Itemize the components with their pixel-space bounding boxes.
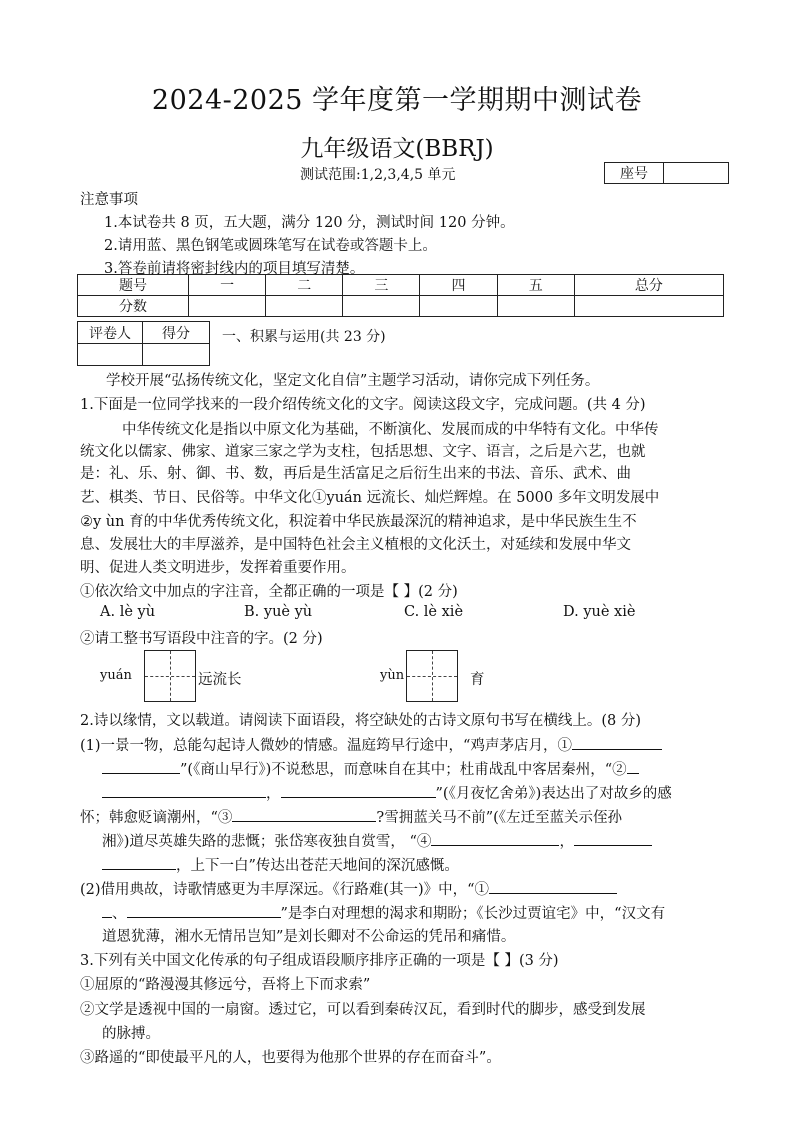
answer-blank[interactable] [102,901,112,918]
question-3-stem: 3.下列有关中国文化传承的句子组成语段顺序排序正确的一项是【 】(3 分) [80,953,559,969]
q2-text: 道恩犹薄，湘水无情吊岂知”是刘长卿对不公命运的凭吊和痛惜。 [102,929,516,945]
score-cell: 题号 [78,275,189,296]
option-b[interactable]: B. yuè yù [244,604,313,620]
score-cell: 总分 [574,275,723,296]
score-cell: 三 [343,275,420,296]
answer-blank[interactable] [431,829,559,846]
q2-line [102,853,459,875]
score-field[interactable] [189,296,266,317]
exam-title: 2024-2025 学年度第一学期期中测试卷 [151,85,643,116]
passage-line: ②y ùn 育的中华优秀传统文化，积淀着中华民族最深沉的精神追求，是中华民族生生不 [80,514,637,530]
option-c[interactable]: C. lè xiè [404,604,464,620]
section-title: 一、积累与运用(共 23 分) [222,329,386,345]
score-cell: 五 [497,275,574,296]
grader-score-field[interactable] [143,344,210,366]
answer-blank[interactable] [489,877,617,894]
passage-line: 艺、棋类、节日、民俗等。中华文化①yuán 远流长、灿烂辉煌。在 5000 多年文明发展中 [80,490,660,506]
q2-text: 、 [112,906,127,922]
option-a[interactable]: A. lè yù [100,604,156,620]
notice-heading: 注意事项 [80,192,138,208]
score-field[interactable] [574,296,723,317]
score-field[interactable] [266,296,343,317]
question-1-sub2: ②请工整书写语段中注音的字。(2 分) [80,631,323,647]
reviewer-field[interactable] [78,344,143,366]
q2-line [80,877,617,899]
score-field[interactable] [420,296,497,317]
q2-line [102,757,639,779]
answer-blank[interactable] [627,757,639,774]
writing-grid-box[interactable] [144,650,196,702]
grid-suffix: 远流长 [198,672,242,688]
passage-line: 统文化以儒家、佛家、道家三家之学为支柱，包括思想、文字、语言，之后是六艺，也就 [80,444,646,460]
writing-grid-box[interactable] [406,650,458,702]
answer-blank[interactable] [102,853,176,870]
seat-number-box [604,162,729,184]
q2-line [80,805,622,827]
q2-text: ”是李白对理想的渴求和期盼；《长沙过贾谊宅》中，“汉文有 [280,906,666,922]
seat-number-field[interactable] [664,163,729,184]
q3-item: ①屈原的“路漫漫其修远兮，吾将上下而求索” [80,977,371,993]
passage-line: 息、发展壮大的丰厚滋养，是中国特色社会主义植根的文化沃土，对延续和发展中华文 [80,537,631,553]
q2-line [80,733,662,755]
answer-blank[interactable] [102,757,180,774]
passage-line: 明、促进人类文明进步，发挥着重要作用。 [80,560,356,576]
q2-text: ， [559,834,574,850]
score-table-score-row [78,296,724,317]
q2-text: ，上下一白”传达出苍茫天地间的深沉感慨。 [176,858,459,874]
q2-text: ”(《商山早行》)不说愁思，而意味自在其中；杜甫战乱中客居秦州，“② [180,762,627,778]
score-cell: 一 [189,275,266,296]
q2-text: (2)借用典故，诗歌情感更为丰厚深远。《行路难(其一)》中，“① [80,882,490,898]
grid-suffix: 育 [470,672,485,688]
score-table-header-row [78,275,724,296]
q2-text: ， [266,786,281,802]
answer-blank[interactable] [281,781,436,798]
question-2-stem: 2.诗以缘情，文以载道。请阅读下面语段，将空缺处的古诗文原句书写在横线上。(8 分) [80,713,641,729]
score-table [77,274,724,317]
score-row-label: 分数 [78,296,189,317]
question-1-stem: 1.下面是一位同学找来的一段介绍传统文化的文字。阅读这段文字，完成问题。(共 4 分) [80,397,646,413]
section-intro: 学校开展“弘扬传统文化，坚定文化自信”主题学习活动，请你完成下列任务。 [106,373,600,389]
seat-label: 座号 [605,163,664,184]
score-field[interactable] [343,296,420,317]
q2-text: 怀；韩愈贬谪潮州，“③ [80,810,233,826]
q3-item: ③路遥的“即使最平凡的人，也要得为他那个世界的存在而奋斗”。 [80,1050,501,1066]
q2-text: 湘》)道尽英雄失路的悲慨；张岱寒夜独自赏雪， “④ [102,834,432,850]
answer-blank[interactable] [574,829,652,846]
q3-item: ②文学是透视中国的一扇窗。透过它，可以看到秦砖汉瓦，看到时代的脚步，感受到发展 [80,1002,646,1018]
passage-line: 中华传统文化是指以中原文化为基础，不断演化、发展而成的中华特有文化。中华传 [122,422,659,438]
pinyin-label: yuán [100,668,132,683]
q2-text: ?雪拥蓝关马不前”(《左迁至蓝关示侄孙 [376,810,623,826]
answer-blank[interactable] [572,733,662,750]
notice-item: 3.答卷前请将密封线内的项目填写清楚。 [104,261,365,277]
q2-line [102,901,665,923]
exam-subtitle: 九年级语文(BBRJ) [300,136,494,162]
q2-line [102,829,652,851]
notice-item: 1.本试卷共 8 页，五大题，满分 120 分，测试时间 120 分钟。 [104,215,515,231]
q2-text: ”(《月夜忆舍弟》)表达出了对故乡的感 [435,786,672,802]
grader-reviewer-label: 评卷人 [78,322,143,344]
score-field[interactable] [497,296,574,317]
grader-box [77,321,210,366]
notice-item: 2.请用蓝、黑色钢笔或圆珠笔写在试卷或答题卡上。 [104,238,437,254]
passage-line: 是：礼、乐、射、御、书、数，再后是生活富足之后衍生出来的书法、音乐、武术、曲 [80,466,631,482]
test-range: 测试范围:1,2,3,4,5 单元 [300,167,456,183]
q2-line [102,781,672,803]
question-1-sub1: ①依次给文中加点的字注音，全都正确的一项是【 】(2 分) [80,584,458,600]
answer-blank[interactable] [102,781,266,798]
q3-item: 的脉搏。 [102,1026,160,1042]
score-cell: 二 [266,275,343,296]
option-d[interactable]: D. yuè xiè [563,604,636,620]
answer-blank[interactable] [127,901,281,918]
grader-score-label: 得分 [143,322,210,344]
score-cell: 四 [420,275,497,296]
q2-text: (1)一景一物，总能勾起诗人微妙的情感。温庭筠早行途中，“鸡声茅店月，① [80,738,572,754]
pinyin-label: yùn [380,668,405,683]
answer-blank[interactable] [232,805,376,822]
